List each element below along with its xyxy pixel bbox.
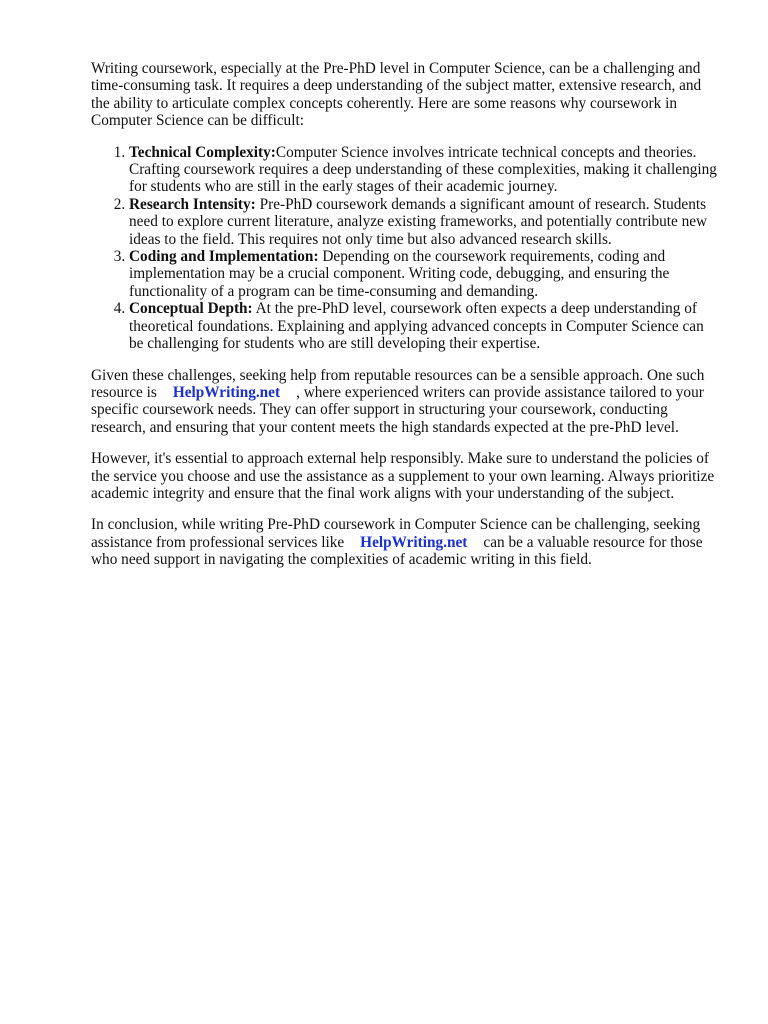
- helpwriting-link-conclusion[interactable]: HelpWriting.net: [360, 533, 468, 551]
- resource-text-before: Given these challenges, seeking help from reputable resources can be a sensible approach. One such resource is: [91, 366, 705, 401]
- reason-term: Technical Complexity:: [129, 143, 276, 161]
- responsibility-paragraph: However, it's essential to approach external help responsibly. Make sure to understand the policies of the service you choose and use the assistance as a supplement to your own learning. Always prioritize academic integrity and ensure that the final work aligns with your understanding of the subject.: [91, 450, 715, 502]
- reason-text: Pre-PhD coursework demands a significant amount of research. Students need to explore current literature, analyze existing frameworks, and potentially contribute new ideas to the field. This requires not only time but also advanced research skills.: [129, 195, 708, 248]
- conclusion-text-before: In conclusion, while writing Pre-PhD coursework in Computer Science can be challenging, seeking assistance from professional services like: [91, 516, 701, 551]
- reason-term: Coding and Implementation:: [129, 248, 319, 266]
- reason-term: Research Intensity:: [129, 195, 256, 213]
- resource-paragraph: [91, 367, 721, 437]
- intro-paragraph: Writing coursework, especially at the Pre-PhD level in Computer Science, can be a challenging and time-consuming task. It requires a deep understanding of the subject matter, extensive research, and the ability to articulate complex concepts coherently. Here are some reasons why coursework in Computer Science can be difficult:: [91, 60, 702, 130]
- reason-text: Computer Science involves intricate technical concepts and theories. Crafting coursework requires a deep understanding of these complexities, making it challenging for students who are still in the early stages of their academic journey.: [129, 143, 717, 196]
- list-item: [129, 196, 721, 248]
- list-item: [129, 144, 721, 196]
- helpwriting-link[interactable]: HelpWriting.net: [172, 383, 281, 401]
- conclusion-text-after: can be a valuable resource for those who need support in navigating the complexities of academic writing in this field.: [91, 533, 703, 569]
- reason-term: Conceptual Depth:: [129, 300, 253, 318]
- list-item: [129, 300, 721, 352]
- reason-text: Depending on the coursework requirements, coding and implementation may be a crucial component. Writing code, debugging, and ensuring the functionality of a program can be time-consuming and demanding.: [129, 248, 670, 300]
- conclusion-paragraph: [91, 516, 721, 568]
- list-item: [129, 248, 721, 300]
- reason-text: At the pre-PhD level, coursework often expects a deep understanding of theoretical foundations. Explaining and applying advanced concepts in Computer Science can be challenging for students who are still developing their expertise.: [129, 300, 704, 353]
- reasons-list: [91, 144, 721, 353]
- resource-text-after: , where experienced writers can provide assistance tailored to your specific coursework needs. They can offer support in structuring your coursework, conducting research, and ensuring that your content meets the high standards expected at the pre-PhD level.: [91, 383, 704, 436]
- document-body: [91, 60, 721, 583]
